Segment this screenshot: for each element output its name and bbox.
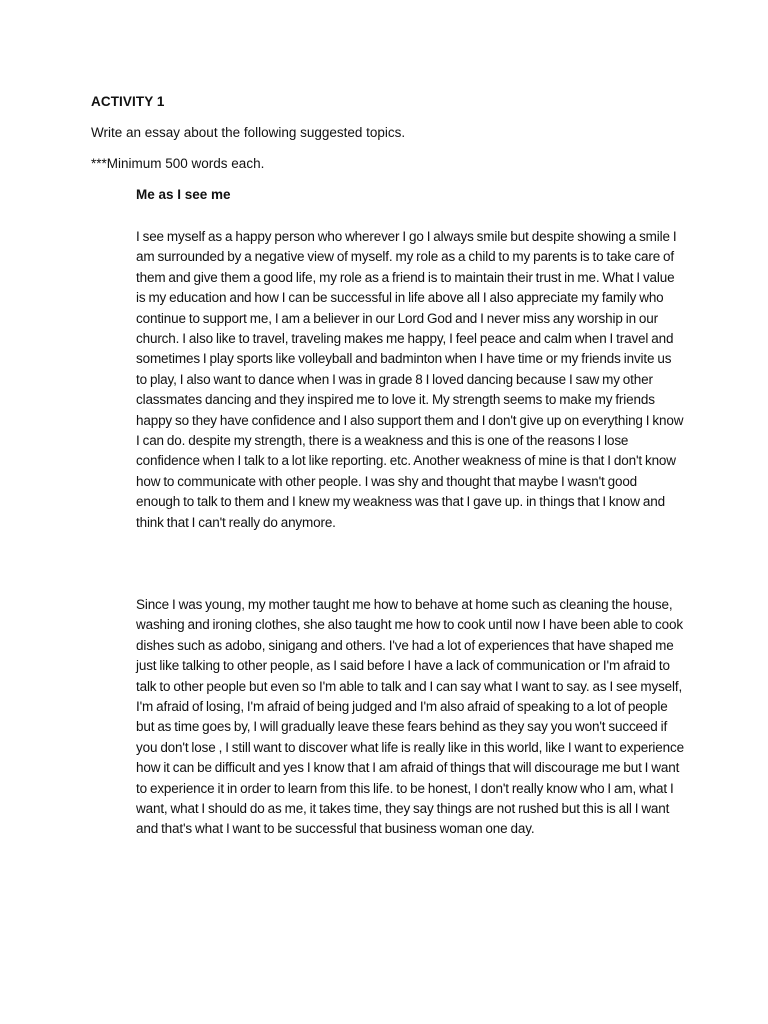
essay-paragraph-2: Since I was young, my mother taught me how to behave at home such as cleaning the house, washing and ironing clothes, she also taught me how to cook until now I have been able to cook dishes such as adobo, sinigang and others. I've had a lot of experiences that have shaped me just like talking to other people, as I said before I have a lack of communication or I'm afraid to talk to other people but even so I'm able to talk and I can say what I want to say. as I see myself, I'm afraid of losing, I'm afraid of being judged and I'm also afraid of speaking to a lot of people but as time goes by, I will gradually leave these fears behind as they say you won't succeed if you don't lose , I still want to discover what life is really like in this world, like I want to experience how it can be difficult and yes I know that I am afraid of things that will discourage me but I want to experience it in order to learn from this life. to be honest, I don't really know who I am, what I want, what I should do as me, it takes time, they say things are not rushed but this is all I want and that's what I want to be successful that business woman one day. <box>136 597 684 837</box>
instruction-text: Write an essay about the following suggested topics. <box>91 125 406 140</box>
essay-title: Me as I see me <box>136 187 231 202</box>
activity-heading: ACTIVITY 1 <box>91 94 165 109</box>
essay-paragraph-1: I see myself as a happy person who wherever I go I always smile but despite showing a smile I am surrounded by a negative view of myself. my role as a child to my parents is to take care of them and give them a good life, my role as a friend is to maintain their trust in me. What I value is my education and how I can be successful in life above all I also appreciate my family who continue to support me, I am a believer in our Lord God and I never miss any worship in our church. I also like to travel, traveling makes me happy, I feel peace and calm when I travel and sometimes I play sports like volleyball and badminton when I have time or my friends invite us to play, I also want to dance when I was in grade 8 I loved dancing because I saw my other classmates dancing and they inspired me to love it. My strength seems to make my friends happy so they have confidence and I also support them and I don't give up on everything I know I can do. despite my strength, there is a weakness and this is one of the reasons I lose confidence when I talk to a lot like reporting. etc. Another weakness of mine is that I don't know how to communicate with other people. I was shy and thought that maybe I wasn't good enough to talk to them and I knew my weakness was that I gave up. in things that I know and think that I can't really do anymore. <box>136 229 684 530</box>
requirement-text: ***Minimum 500 words each. <box>91 156 265 171</box>
